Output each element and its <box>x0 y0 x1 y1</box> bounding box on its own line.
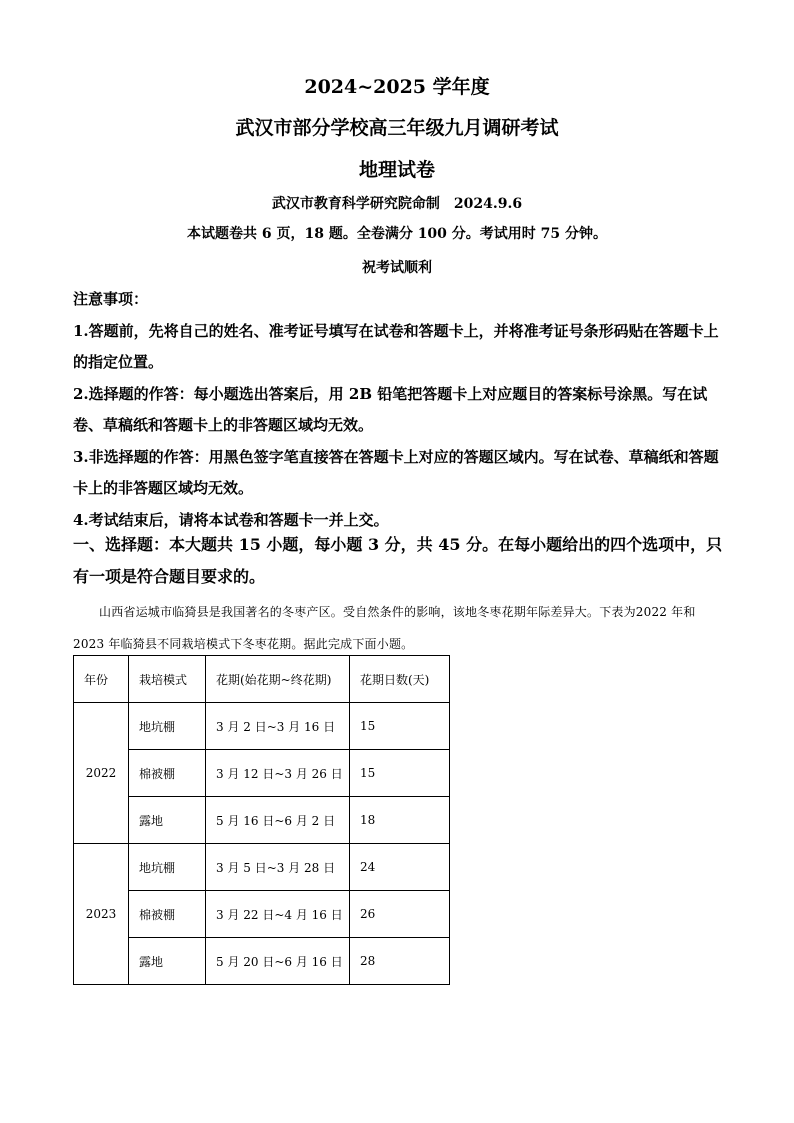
mode-cell: 棉被棚 <box>129 891 206 938</box>
notice-item-4: 4.考试结束后，请将本试卷和答题卡一并上交。 <box>73 510 389 529</box>
days-cell: 18 <box>350 797 450 844</box>
section-heading: 一、选择题：本大题共 15 小题，每小题 3 分，共 45 分。在每小题给出的四个选项中，只有一项是符合题目要求的。 <box>73 535 723 586</box>
days-cell: 28 <box>350 938 450 985</box>
good-luck: 祝考试顺利 <box>362 260 432 276</box>
period-cell: 5 月 20 日~6 月 16 日 <box>206 938 350 985</box>
table-row <box>74 844 450 891</box>
table-row <box>74 797 450 844</box>
days-cell: 24 <box>350 844 450 891</box>
mode-cell: 地坑棚 <box>129 703 206 750</box>
notice-item-1: 1.答题前，先将自己的姓名、准考证号填写在试卷和答题卡上，并将准考证号条形码贴在答题卡上的指定位置。 <box>73 321 719 371</box>
issuer-line: 武汉市教育科学研究院命制 2024.9.6 <box>271 196 523 212</box>
table-row <box>74 938 450 985</box>
mode-cell: 露地 <box>129 938 206 985</box>
header-days: 花期日数(天) <box>350 656 450 703</box>
exam-summary: 本试题卷共 6 页，18 题。全卷满分 100 分。考试用时 75 分钟。 <box>186 226 608 242</box>
notice-item-3: 3.非选择题的作答：用黑色签字笔直接答在答题卡上对应的答题区域内。写在试卷、草稿纸和答题卡上的非答题区域均无效。 <box>73 447 719 497</box>
table-row <box>74 703 450 750</box>
year-cell: 2022 <box>74 703 129 844</box>
header-year: 年份 <box>74 656 129 703</box>
days-cell: 26 <box>350 891 450 938</box>
mode-cell: 露地 <box>129 797 206 844</box>
period-cell: 3 月 5 日~3 月 28 日 <box>206 844 350 891</box>
subject-title: 地理试卷 <box>358 159 435 181</box>
mode-cell: 地坑棚 <box>129 844 206 891</box>
notice-heading: 注意事项： <box>73 290 149 308</box>
days-cell: 15 <box>350 703 450 750</box>
period-cell: 5 月 16 日~6 月 2 日 <box>206 797 350 844</box>
period-cell: 3 月 2 日~3 月 16 日 <box>206 703 350 750</box>
year-title: 2024~2025 学年度 <box>304 76 490 98</box>
period-cell: 3 月 22 日~4 月 16 日 <box>206 891 350 938</box>
table-header-row <box>74 656 450 703</box>
notice-block <box>73 284 723 536</box>
table-row <box>74 750 450 797</box>
header-mode: 栽培模式 <box>129 656 206 703</box>
notice-item-2: 2.选择题的作答：每小题选出答案后，用 2B 铅笔把答题卡上对应题目的答案标号涂黑。写在试卷、草稿纸和答题卡上的非答题区域均无效。 <box>73 384 708 434</box>
table-row <box>74 891 450 938</box>
year-cell: 2023 <box>74 844 129 985</box>
question-intro-text: 山西省运城市临猗县是我国著名的冬枣产区。受自然条件的影响，该地冬枣花期年际差异大。下表为2022 年和 2023 年临猗县不同栽培模式下冬枣花期。据此完成下面小题。 <box>73 605 696 651</box>
exam-title: 武汉市部分学校高三年级九月调研考试 <box>235 117 559 139</box>
header-period: 花期(始花期~终花期) <box>206 656 350 703</box>
period-cell: 3 月 12 日~3 月 26 日 <box>206 750 350 797</box>
question-intro <box>73 597 723 660</box>
bloom-period-table <box>73 655 450 985</box>
mode-cell: 棉被棚 <box>129 750 206 797</box>
days-cell: 15 <box>350 750 450 797</box>
